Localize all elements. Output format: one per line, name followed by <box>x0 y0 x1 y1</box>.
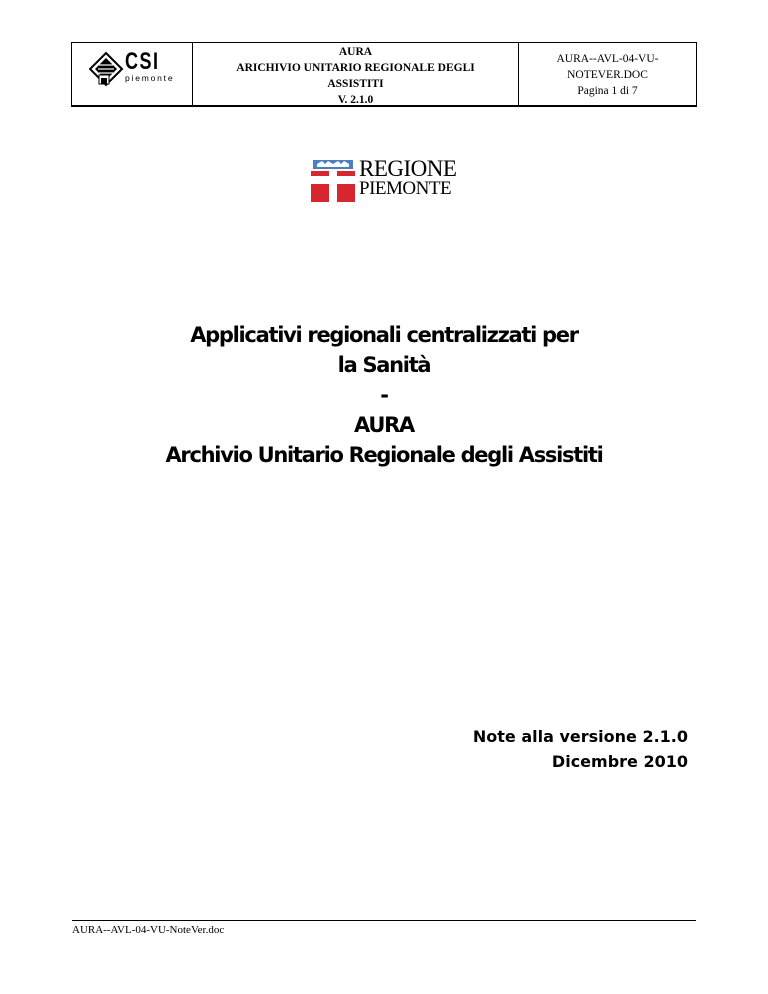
header-title-line-2: ARICHIVIO UNITARIO REGIONALE DEGLI <box>236 62 475 74</box>
csi-logo-text: CSI <box>125 48 160 75</box>
title-line-5: Archivio Unitario Regionale degli Assistiti <box>165 443 603 467</box>
header-logo-cell <box>72 43 193 105</box>
header-title-cell <box>193 43 519 105</box>
version-note <box>473 724 688 774</box>
csi-emblem-icon <box>89 51 125 89</box>
header-title-line-1: AURA <box>338 46 373 58</box>
csi-logo-subtext: piemonte <box>125 73 175 83</box>
page-info: Pagina 1 di 7 <box>577 85 638 97</box>
version-line: Note alla versione 2.1.0 <box>472 727 688 746</box>
regione-piemonte-logo <box>311 158 461 202</box>
doc-ref-line-1: AURA--AVL-04-VU- <box>556 53 659 65</box>
csi-logo <box>89 48 175 89</box>
doc-ref-line-2: NOTEVER.DOC <box>567 69 648 81</box>
header-ref-cell <box>519 43 696 105</box>
document-header <box>71 42 697 107</box>
title-line-1: Applicativi regionali centralizzati per <box>190 323 578 347</box>
header-title-line-4: V. 2.1.0 <box>337 94 374 106</box>
document-title <box>60 320 708 470</box>
title-line-4: AURA <box>354 413 414 437</box>
regione-line-1: REGIONE <box>359 156 457 181</box>
date-line: Dicembre 2010 <box>551 752 688 771</box>
title-line-2: la Sanità <box>337 353 431 377</box>
regione-line-2: PIEMONTE <box>359 178 452 199</box>
title-line-3: - <box>380 383 388 407</box>
footer-divider <box>72 920 696 921</box>
header-title-line-3: ASSISTITI <box>327 78 384 90</box>
regione-emblem-icon <box>311 158 355 202</box>
footer-filename: AURA--AVL-04-VU-NoteVer.doc <box>72 924 225 936</box>
